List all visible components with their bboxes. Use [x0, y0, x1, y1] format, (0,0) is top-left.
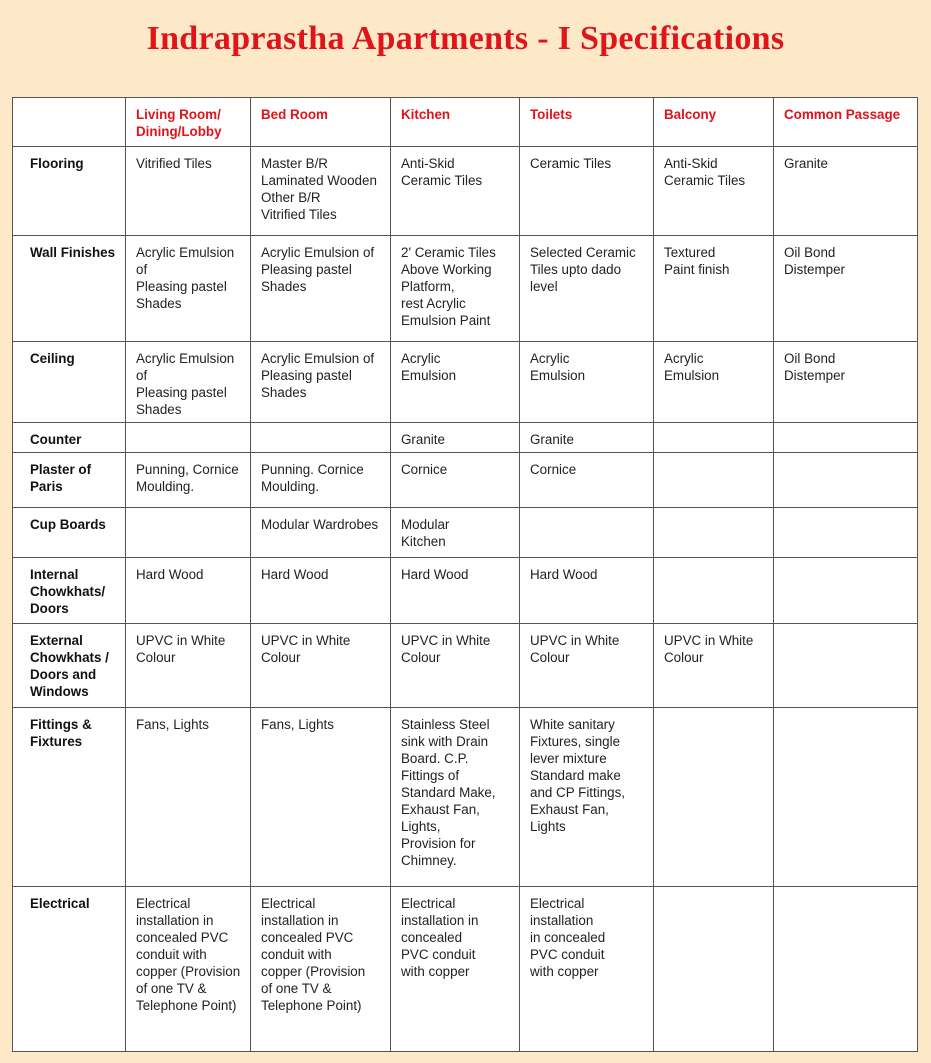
spec-cell: [654, 453, 774, 508]
spec-cell: Selected Ceramic Tiles upto dado level: [520, 236, 654, 342]
spec-cell: Granite: [391, 423, 520, 453]
table-row: [13, 236, 918, 342]
table-row: [13, 147, 918, 236]
spec-cell: Fans, Lights: [126, 708, 251, 887]
spec-cell: Hard Wood: [251, 558, 391, 624]
spec-cell: Vitrified Tiles: [126, 147, 251, 236]
spec-cell: Anti-Skid Ceramic Tiles: [391, 147, 520, 236]
spec-cell: Fans, Lights: [251, 708, 391, 887]
spec-cell: Master B/R Laminated Wooden Other B/R Vitrified Tiles: [251, 147, 391, 236]
spec-cell: Textured Paint finish: [654, 236, 774, 342]
spec-cell: UPVC in White Colour: [251, 624, 391, 708]
spec-cell: [774, 887, 918, 1052]
row-label: Cup Boards: [13, 508, 126, 558]
spec-cell: Ceramic Tiles: [520, 147, 654, 236]
spec-cell: [774, 423, 918, 453]
spec-cell: Acrylic Emulsion of Pleasing pastel Shades: [251, 342, 391, 423]
spec-cell: Modular Wardrobes: [251, 508, 391, 558]
row-label: Flooring: [13, 147, 126, 236]
spec-cell: Punning. Cornice Moulding.: [251, 453, 391, 508]
spec-cell: Oil Bond Distemper: [774, 342, 918, 423]
spec-cell: Acrylic Emulsion: [654, 342, 774, 423]
spec-cell: Punning, Cornice Moulding.: [126, 453, 251, 508]
header-cell: Living Room/ Dining/Lobby: [126, 98, 251, 147]
spec-cell: Hard Wood: [520, 558, 654, 624]
table-row: [13, 558, 918, 624]
spec-cell: Cornice: [391, 453, 520, 508]
spec-cell: [774, 624, 918, 708]
header-cell: Balcony: [654, 98, 774, 147]
spec-cell: Electrical installation in concealed PVC conduit with copper (Provision of one TV & Telephone Point): [126, 887, 251, 1052]
spec-cell: Stainless Steel sink with Drain Board. C.P. Fittings of Standard Make, Exhaust Fan, Lights, Provision for Chimney.: [391, 708, 520, 887]
header-cell: Common Passage: [774, 98, 918, 147]
table-row: [13, 453, 918, 508]
header-cell: Bed Room: [251, 98, 391, 147]
spec-cell: Acrylic Emulsion of Pleasing pastel Shades: [126, 236, 251, 342]
spec-cell: [520, 508, 654, 558]
spec-cell: [251, 423, 391, 453]
row-label: Wall Finishes: [13, 236, 126, 342]
spec-cell: Granite: [774, 147, 918, 236]
row-label: Plaster of Paris: [13, 453, 126, 508]
spec-cell: Electrical installation in concealed PVC conduit with copper (Provision of one TV & Telephone Point): [251, 887, 391, 1052]
spec-cell: [774, 558, 918, 624]
table-row: [13, 624, 918, 708]
spec-cell: [774, 453, 918, 508]
spec-cell: UPVC in White Colour: [520, 624, 654, 708]
spec-cell: [654, 887, 774, 1052]
spec-cell: [654, 558, 774, 624]
spec-cell: [126, 508, 251, 558]
header-cell: Toilets: [520, 98, 654, 147]
spec-cell: Oil Bond Distemper: [774, 236, 918, 342]
table-row: [13, 342, 918, 423]
spec-cell: UPVC in White Colour: [126, 624, 251, 708]
spec-cell: UPVC in White Colour: [654, 624, 774, 708]
table-row: [13, 887, 918, 1052]
spec-cell: Anti-Skid Ceramic Tiles: [654, 147, 774, 236]
spec-cell: [126, 423, 251, 453]
spec-cell: Granite: [520, 423, 654, 453]
table-row: [13, 423, 918, 453]
row-label: Counter: [13, 423, 126, 453]
spec-cell: Electrical installation in concealed PVC conduit with copper: [391, 887, 520, 1052]
spec-cell: [774, 508, 918, 558]
spec-cell: Acrylic Emulsion: [391, 342, 520, 423]
spec-cell: [654, 708, 774, 887]
page-title: Indraprastha Apartments - I Specifications: [146, 20, 785, 57]
row-label: Ceiling: [13, 342, 126, 423]
specifications-table: [12, 97, 918, 1052]
spec-cell: Hard Wood: [126, 558, 251, 624]
spec-cell: Acrylic Emulsion of Pleasing pastel Shades: [126, 342, 251, 423]
spec-cell: White sanitary Fixtures, single lever mixture Standard make and CP Fittings, Exhaust Fan, Lights: [520, 708, 654, 887]
spec-cell: Modular Kitchen: [391, 508, 520, 558]
spec-cell: Hard Wood: [391, 558, 520, 624]
spec-cell: 2' Ceramic Tiles Above Working Platform, rest Acrylic Emulsion Paint: [391, 236, 520, 342]
header-cell: Kitchen: [391, 98, 520, 147]
table-row: [13, 708, 918, 887]
spec-cell: [654, 508, 774, 558]
spec-cell: Cornice: [520, 453, 654, 508]
row-label: External Chowkhats / Doors and Windows: [13, 624, 126, 708]
spec-cell: Electrical installation in concealed PVC conduit with copper: [520, 887, 654, 1052]
spec-cell: [654, 423, 774, 453]
table-row: [13, 508, 918, 558]
row-label: Internal Chowkhats/ Doors: [13, 558, 126, 624]
spec-cell: Acrylic Emulsion of Pleasing pastel Shades: [251, 236, 391, 342]
spec-cell: UPVC in White Colour: [391, 624, 520, 708]
row-label: Electrical: [13, 887, 126, 1052]
table-header-row: [13, 98, 918, 147]
spec-cell: Acrylic Emulsion: [520, 342, 654, 423]
header-cell: [13, 98, 126, 147]
row-label: Fittings & Fixtures: [13, 708, 126, 887]
spec-cell: [774, 708, 918, 887]
